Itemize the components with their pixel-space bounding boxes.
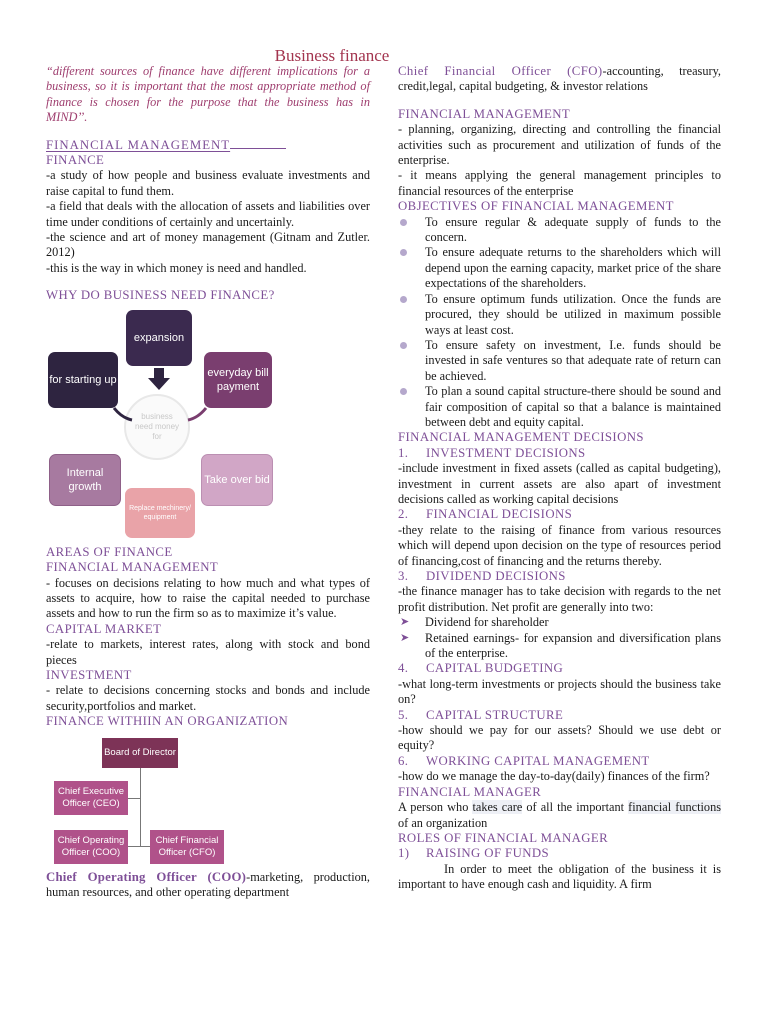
page-title: Business finance [274,46,390,65]
roles-heading: ROLES OF FINANCIAL MANAGER [398,830,609,845]
investment-text: - relate to decisions concerning stocks and bonds and include security,portfolios and market. [46,683,370,713]
org-line-bottom [128,846,150,847]
financial-manager-text: A person who takes care of all the important financial functions of an organization [398,800,721,830]
org-cfo: Chief Financial Officer (CFO) [150,830,224,864]
fm-heading-right: FINANCIAL MANAGEMENT [398,106,571,121]
org-board: Board of Director [102,738,178,768]
dividend-item: ➤ Retained earnings- for expansion and diversification plans of the enterprise. [400,630,721,661]
left-column [46,64,370,900]
objective-item: To ensure regular & adequate supply of funds to the concern. [398,215,721,246]
raising-funds-text: In order to meet the obligation of the business it is important to have enough cash and liquidity. A firm [398,861,721,892]
curved-arrow-right-icon [188,408,206,420]
financial-manager-heading: FINANCIAL MANAGER [398,784,542,799]
org-line-vertical [140,768,141,846]
finance-def-1: -a study of how people and business evaluate investments and raise capital to fund them. [46,168,370,198]
objective-item: To ensure adequate returns to the shareholders which will depend upon the earning capacity, market price of the share expectations of the shareholders. [398,245,721,291]
down-arrow-icon [148,368,170,390]
coo-text: -marketing, production, human resources, and other operating department [46,869,370,899]
dividend-decisions-heading: 3. DIVIDEND DECISIONS [398,569,566,583]
capital-budgeting-heading: 4. CAPITAL BUDGETING [398,661,564,676]
org-line-ceo [128,798,140,799]
why-finance-heading: WHY DO BUSINESS NEED FINANCE? [46,288,275,303]
objective-item: To ensure optimum funds utilization. Once the funds are procured, they should be utilized in maximum possible ways at least cost. [398,292,721,338]
hub-center: business need money for [124,394,190,460]
hub-everyday-bill: everyday bill payment [204,352,272,408]
finance-def-4: -this is the way in which money is need and handled. [46,260,307,275]
hub-takeover-bid: Take over bid [201,454,273,506]
areas-fm-text: - focuses on decisions relating to how much and what types of assets to acquire, how to raise the capital needed to purchase assets and how to run the firm so as to maximize it’s value. [46,575,370,621]
bullet-icon [400,219,407,226]
investment-decisions-heading: 1. INVESTMENT DECISIONS [398,445,586,460]
dividend-decisions-text: -the finance manager has to take decision with regards to the net profit distribution. Net profit are generally into two: [398,584,721,614]
capital-structure-text: -how should we pay for our assets? Should we use debt or equity? [398,723,721,753]
finance-def-2: -a field that deals with the allocation of assets and liabilities over time under conditions of certainly and uncertainly. [46,199,370,229]
decisions-heading: FINANCIAL MANAGEMENT DECISIONS [398,430,644,445]
org-ceo: Chief Executive Officer (CEO) [54,781,128,815]
capital-structure-heading: 5. CAPITAL STRUCTURE [398,707,564,722]
fm-text-1: - planning, organizing, directing and controlling the financial activities such as procurement and utilization of funds of the enterprise. [398,122,721,168]
finance-needs-diagram [48,310,278,545]
bullet-icon [400,296,407,303]
dividend-item: ➤ Dividend for shareholder [400,615,549,630]
hub-expansion: expansion [126,310,192,366]
intro-quote: “different sources of finance have different implications for a business, so it is important that the most appropriate method of finance is chosen for the purpose that the business has in MIND’’. [46,64,370,125]
coo-label: Chief Operating Officer (COO) [46,869,247,884]
capital-market-text: -relate to markets, interest rates, along with stock and bond pieces [46,637,370,667]
cfo-text: -accounting, treasury, credit,legal, capital budgeting, & investor relations [398,64,722,94]
investment-decisions-text: -include investment in fixed assets (called as capital budgeting), investment in current assets are also apart of investment decisions called as working capital decisions [398,461,721,506]
objectives-list [398,215,721,431]
financial-management-heading: FINANCIAL MANAGEMENT [46,138,370,153]
org-heading: FINANCE WITHIIN AN ORGANIZATION [46,714,289,729]
bullet-icon [400,249,407,256]
fm-text-2: - it means applying the general management principles to financial resources of the enterprise [398,168,721,198]
hub-internal-growth: Internal growth [49,454,121,506]
cfo-description [398,64,721,95]
coo-description [46,870,370,901]
areas-of-finance-heading: AREAS OF FINANCE [46,544,173,559]
dividend-list [398,615,721,661]
raising-funds-heading: 1) RAISING OF FUNDS [398,846,550,861]
working-capital-text: -how do we manage the day-to-day(daily) finances of the firm? [398,769,710,784]
finance-def-3: -the science and art of money management (Gitnam and Zutler. 2012) [46,230,370,260]
capital-market-heading: CAPITAL MARKET [46,621,162,636]
objective-item: To ensure safety on investment, I.e. funds should be invested in safe ventures so that adequate rate of return can be achieved. [398,338,721,384]
arrow-bullet-icon: ➤ [400,616,410,629]
bullet-icon [400,388,407,395]
bullet-icon [400,342,407,349]
objective-item: To plan a sound capital structure-there should be sound and fair composition of capital so that a balance is maintained between debt and equity capital. [398,384,721,430]
cfo-label: Chief Financial Officer (CFO) [398,64,603,78]
areas-fm-heading: FINANCIAL MANAGEMENT [46,560,219,575]
org-chart [46,736,276,866]
org-coo: Chief Operating Officer (COO) [54,830,128,864]
objectives-heading: OBJECTIVES OF FINANCIAL MANAGEMENT [398,199,674,214]
right-column [398,64,721,893]
hub-arrows [48,310,278,545]
hub-starting-up: for starting up [48,352,118,408]
curved-arrow-left-icon [114,408,132,420]
financial-decisions-heading: 2. FINANCIAL DECISIONS [398,507,573,522]
hub-replace-machinery: Replace mechinery/ equipment [125,488,195,538]
arrow-bullet-icon: ➤ [400,631,410,644]
financial-decisions-text: -they relate to the raising of finance from various resources which will depend upon decision on the type of resources period of financing,cost of financing and the returns thereby. [398,522,721,568]
investment-heading: INVESTMENT [46,667,132,682]
capital-budgeting-text: -what long-term investments or projects should the business take on? [398,676,721,707]
working-capital-heading: 6. WORKING CAPITAL MANAGEMENT [398,753,650,768]
finance-heading: FINANCE [46,153,105,168]
